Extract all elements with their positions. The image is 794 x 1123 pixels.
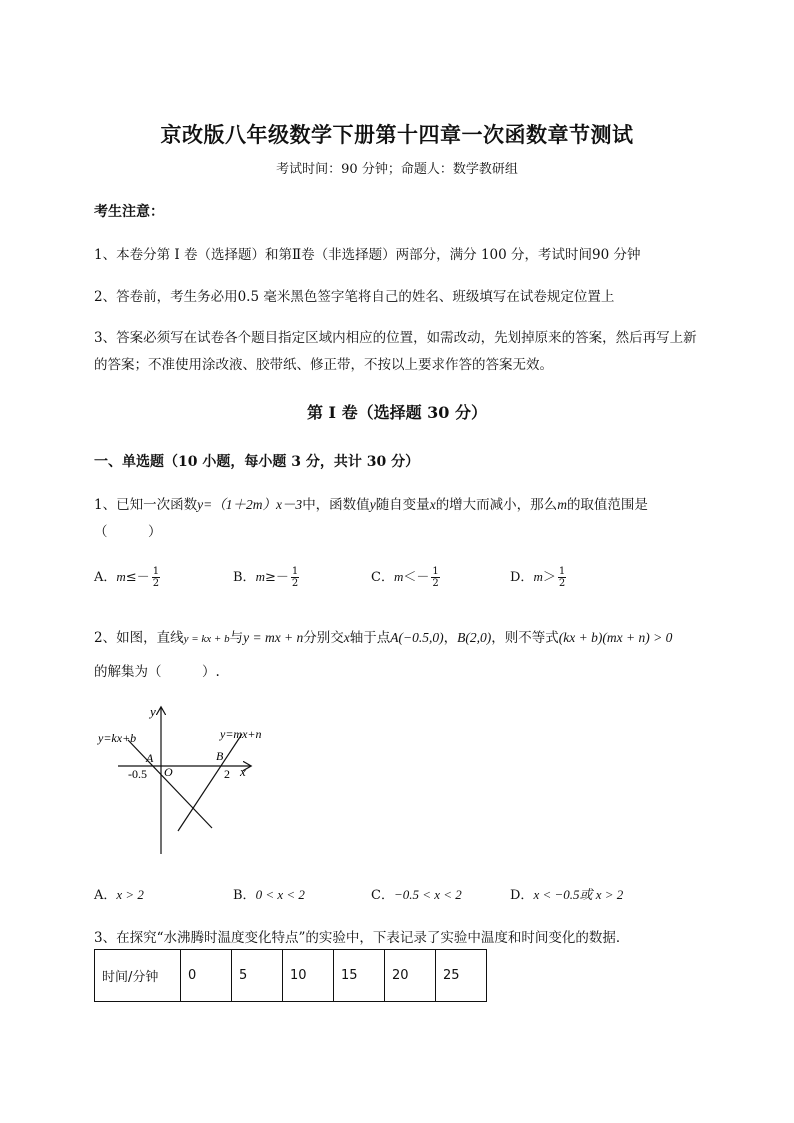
option-text: −0.5 < x < 2 (393, 887, 462, 902)
q2-point-b: B(2,0) (457, 630, 492, 645)
exam-subtitle: 考试时间：90 分钟；命题人：数学教研组 (276, 162, 518, 177)
option-fraction (431, 566, 439, 589)
question-2-stem (94, 626, 672, 646)
option-relation: ≤－ (125, 570, 150, 585)
option-relation: ≥－ (264, 570, 289, 585)
table-cell: 5 (232, 950, 283, 1002)
q1-option-d[interactable] (510, 566, 566, 589)
x-axis-label: x (240, 764, 246, 779)
fraction-denominator: 2 (152, 578, 160, 589)
option-label: C． (371, 888, 394, 903)
q1-var-x: x (429, 497, 436, 512)
option-label: A． (94, 888, 117, 903)
q1-option-b[interactable] (233, 566, 299, 589)
fraction-numerator: 1 (432, 566, 439, 577)
fraction-denominator: 2 (558, 578, 566, 589)
question-2-answer-prompt: 的解集为（ ）. (94, 664, 220, 680)
option-var: m (533, 569, 543, 584)
option-text: 0 < x < 2 (255, 887, 305, 902)
q2-line1-eq: y = kx + b (183, 633, 230, 645)
q2-mid: 与 (229, 630, 244, 646)
option-label: D． (510, 570, 534, 585)
option-label: C． (371, 570, 394, 585)
q2-option-c[interactable] (371, 884, 462, 903)
q2-line2-eq: y = mx + n (243, 630, 304, 645)
fraction-denominator: 2 (291, 578, 299, 589)
y-axis-label: y (150, 704, 156, 719)
origin-label: O (164, 765, 173, 779)
q2-mid3: 轴于点 (349, 630, 391, 646)
q2-figure (90, 700, 290, 858)
line-mx-plus-n (178, 734, 242, 831)
fraction-denominator: 2 (432, 578, 439, 589)
q2-point-a: A(−0.5,0) (390, 630, 444, 645)
exam-title: 京改版八年级数学下册第十四章一次函数章节测试 (160, 122, 634, 147)
fraction-numerator: 1 (558, 566, 566, 577)
q3-data-table (94, 949, 487, 1002)
q2-pre: 2、如图，直线 (94, 630, 184, 646)
section-title: 第 I 卷（选择题 30 分） (306, 403, 488, 422)
line-kx-plus-b (128, 740, 212, 828)
question-1-stem (94, 493, 648, 513)
table-cell: 10 (283, 950, 334, 1002)
option-fraction (152, 566, 160, 589)
q2-inequality: (kx + b)(mx + n) > 0 (558, 630, 673, 645)
option-relation: ＜－ (403, 570, 430, 585)
q1-post: 的取值范围是 (566, 497, 648, 513)
option-label: B． (233, 570, 256, 585)
q2-option-d[interactable] (510, 884, 623, 903)
notes-heading: 考生注意： (94, 204, 164, 220)
q1-option-a[interactable] (94, 566, 160, 589)
option-relation: ＞ (542, 570, 556, 585)
tick-a-label: -0.5 (128, 767, 147, 781)
note-item-3: 3、答案必须写在试卷各个题目指定区域内相应的位置，如需改动，先划掉原来的答案，然后再写上新 (94, 330, 697, 346)
q1-mid: 中，函数值 (302, 497, 370, 513)
q1-pre: 1、已知一次函数 (94, 497, 198, 513)
q2-mid4: ，则不等式 (491, 630, 559, 646)
option-label: A． (94, 570, 117, 585)
q2-sep: ， (443, 630, 458, 646)
tick-b-label: 2 (224, 767, 230, 781)
option-fraction (291, 566, 299, 589)
q1-var-y: y (369, 497, 376, 512)
note-item-3-cont: 的答案；不准使用涂改液、胶带纸、修正带，不按以上要求作答的答案无效。 (94, 357, 553, 373)
fraction-numerator: 1 (291, 566, 299, 577)
note-item-2: 2、答卷前，考生务必用0.5 毫米黑色签字笔将自己的姓名、班级填写在试卷规定位置上 (94, 289, 615, 305)
fraction-numerator: 1 (152, 566, 160, 577)
option-text: x > 2 (116, 887, 144, 902)
option-label: D． (510, 888, 534, 903)
question-3-stem: 3、在探究“水沸腾时温度变化特点”的实验中，下表记录了实验中温度和时间变化的数据． (94, 930, 630, 946)
part-heading: 一、单选题（10 小题，每小题 3 分，共计 30 分） (94, 454, 420, 470)
table-header-cell: 时间/分钟 (95, 950, 181, 1002)
q1-mid3: 的增大而减小，那么 (435, 497, 558, 513)
option-text: x < −0.5或 x > 2 (533, 887, 624, 902)
q2-option-a[interactable] (94, 884, 144, 903)
q1-var-m: m (557, 497, 567, 512)
point-a-label: A (146, 751, 154, 765)
option-var: m (255, 569, 265, 584)
q1-option-c[interactable] (371, 566, 440, 589)
option-label: B． (233, 888, 256, 903)
q2-var-x: x (343, 630, 350, 645)
table-cell: 15 (334, 950, 385, 1002)
option-var: m (393, 569, 404, 584)
option-fraction (558, 566, 566, 589)
question-1-blank: （ ） (94, 524, 162, 540)
table-row (95, 950, 487, 1002)
option-var: m (116, 569, 126, 584)
line1-label: y=kx+b (98, 731, 137, 745)
q1-function: y=（1＋2m）x－3 (197, 497, 303, 512)
table-cell: 20 (385, 950, 436, 1002)
q1-mid2: 随自变量 (375, 497, 430, 513)
line2-label: y=mx+n (220, 727, 262, 741)
table-cell: 0 (181, 950, 232, 1002)
q2-mid2: 分别交 (303, 630, 344, 646)
note-item-1: 1、本卷分第 I 卷（选择题）和第Ⅱ卷（非选择题）两部分，满分 100 分，考试时间90 分钟 (94, 247, 641, 263)
table-cell: 25 (436, 950, 487, 1002)
q2-option-b[interactable] (233, 884, 305, 903)
point-b-label: B (216, 749, 224, 763)
